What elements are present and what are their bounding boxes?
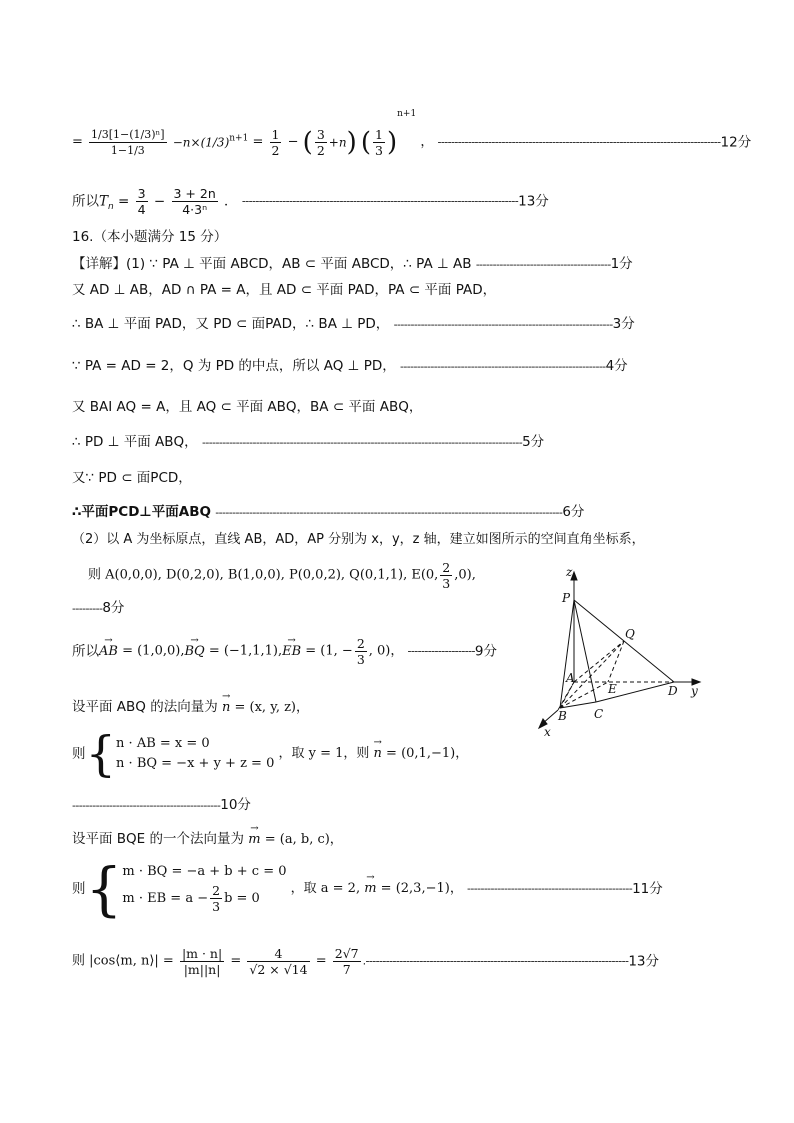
- fraction-four: [247, 946, 309, 977]
- score-label: 9分: [474, 643, 497, 660]
- fraction-numerator: 3: [316, 127, 325, 142]
- label-D: D: [668, 684, 678, 698]
- left-brace: {: [85, 855, 123, 923]
- score-label: 13分: [518, 193, 549, 210]
- solution-line-5: 又 BAI AQ = A，且 AQ ⊂ 平面 ABQ，BA ⊂ 平面 ABQ，: [72, 399, 423, 415]
- fraction-numerator: 2: [212, 883, 221, 898]
- label-B: B: [558, 709, 567, 723]
- row2-right: b = 0: [224, 891, 260, 906]
- paren-close: ): [346, 127, 357, 158]
- fraction-denominator: 7: [342, 962, 351, 977]
- vector-BQ: → BQ: [184, 642, 204, 662]
- label-Q: Q: [625, 627, 635, 641]
- score-dashes: -------------------------------------------------: [466, 882, 633, 895]
- comma: ，: [420, 134, 434, 150]
- equation-line-1: [72, 104, 751, 178]
- vector-m: → m: [248, 830, 260, 850]
- vector-m: → m: [364, 879, 376, 899]
- score-label: 1分: [610, 256, 633, 272]
- edge-PB: [560, 600, 574, 708]
- fraction-sum: [89, 127, 167, 158]
- score-label: 4分: [605, 358, 628, 374]
- cos-expression: 则 |cos⟨m, n⟩| =: [72, 953, 178, 969]
- fraction-result: [333, 946, 361, 977]
- score-label: 5分: [522, 434, 545, 450]
- vector-n: → n: [374, 744, 382, 764]
- term-plus-n: +n: [328, 135, 347, 150]
- solution-line-7: 又∵ PD ⊂ 面PCD，: [72, 470, 192, 486]
- fraction-numerator: 3 + 2n: [173, 186, 216, 201]
- fraction-denominator: 3: [375, 143, 383, 158]
- statement: 设平面 BQE 的一个法向量为: [72, 831, 249, 847]
- equals-sign: =: [72, 134, 83, 150]
- fraction-denominator: 3: [356, 652, 365, 667]
- coordinates-tail: ,0),: [454, 567, 476, 583]
- coordinates-line: [88, 560, 476, 594]
- score-label: 8分: [102, 600, 125, 616]
- minus-sign: −: [287, 134, 299, 150]
- vector-n-value: = (x, y, z)，: [230, 700, 310, 715]
- score-dashes: ---------: [72, 602, 103, 615]
- fraction-numerator: 2: [442, 560, 451, 575]
- fraction-denominator: 2: [316, 143, 325, 158]
- score-dashes: -------------------------------------------------------------------------------------------------------: [215, 506, 563, 519]
- normal-vector-bqe-line: [72, 829, 343, 850]
- problem-heading: 16.（本小题满分 15 分）: [72, 229, 228, 245]
- score-label: 3分: [612, 316, 635, 332]
- tn-result-line: [72, 186, 549, 220]
- term-n: −n×(1/3): [172, 135, 230, 150]
- score-dashes: --------------------------------------------: [72, 799, 221, 812]
- fraction-numerator: 2: [356, 636, 365, 651]
- fraction-denominator: 3: [442, 576, 451, 591]
- solution-line-6: [72, 432, 544, 453]
- paren-close: ): [386, 127, 398, 158]
- minus-sign: −: [153, 193, 166, 210]
- label-A: A: [566, 671, 575, 685]
- vector-n-value: = (0,1,−1)，: [381, 746, 469, 761]
- score-label: 13分: [628, 953, 660, 970]
- score-line-8: [72, 598, 124, 619]
- label-y: y: [691, 684, 698, 698]
- fraction-denominator: |m||n|: [183, 962, 221, 977]
- score-dashes: ------------------------------------------------------------------------------------: [437, 135, 721, 149]
- fraction-denominator: 4·3ⁿ: [182, 202, 208, 217]
- solution-line-1: [72, 254, 633, 275]
- vector-EB-value: = (1, −: [301, 643, 353, 659]
- score-dashes: -----------------------------------------------------------------: [393, 318, 613, 331]
- label-C: C: [594, 707, 604, 721]
- normal-vector-abq-line: [72, 697, 309, 718]
- coordinates-text: 则 A(0,0,0), D(0,2,0), B(1,0,0), P(0,0,2), Q(0,1,1), E(0,: [88, 567, 439, 583]
- fraction-denominator: 1−1/3: [110, 144, 145, 157]
- paren-open: (: [302, 127, 313, 158]
- fraction-two-thirds: [210, 883, 222, 914]
- solution-line-8: [72, 502, 584, 523]
- label-E: E: [608, 682, 617, 696]
- score-dashes: ----------------------------------------------------------------------------------: [241, 194, 519, 208]
- fraction-numerator: 3: [137, 186, 146, 201]
- system-row-1: m · BQ = −a + b + c = 0: [122, 864, 287, 879]
- fraction-numerator: 1/3[1−(1/3)ⁿ]: [91, 128, 165, 141]
- text-ze: 则: [72, 881, 86, 897]
- score-label: 10分: [220, 797, 251, 813]
- part2-intro: （2）以 A 为坐标原点，直线 AB，AD，AP 分别为 x，y，z 轴，建立如图所示的空间直角坐标系，: [72, 532, 645, 547]
- label-xiangjie: 【详解】: [72, 256, 126, 272]
- statement: (1) ∵ PA ⊥ 平面 ABCD，AB ⊂ 平面 ABCD，∴ PA ⊥ AB: [126, 256, 472, 272]
- fraction-numerator: 1: [375, 127, 383, 142]
- subscript-n: n: [108, 202, 114, 213]
- choose-y: ，取 y = 1，则: [278, 746, 374, 761]
- cosine-line: [72, 946, 659, 1006]
- var-T: T: [99, 193, 109, 210]
- vector-AB: → AB: [99, 642, 118, 662]
- fraction-half: [270, 127, 282, 158]
- text-suoyi: 所以: [72, 193, 99, 210]
- fraction-numerator: 4: [247, 946, 309, 962]
- equation-system: [122, 862, 286, 916]
- label-x: x: [544, 725, 551, 739]
- score-dashes: -----------------------------------------------------------------------------------------------: [201, 436, 523, 449]
- fraction-numerator: 2√7: [334, 946, 359, 961]
- fraction-tn: [172, 186, 218, 217]
- label-P: P: [562, 591, 571, 605]
- left-brace: {: [85, 726, 117, 782]
- fraction-three-quarters: [136, 186, 148, 217]
- score-label: 6分: [562, 504, 585, 520]
- system-row-1: n · AB = x = 0: [116, 736, 210, 751]
- score-dashes: ----------------------------------------: [475, 258, 611, 271]
- vector-line: [72, 636, 497, 672]
- period: ．: [224, 193, 238, 210]
- pyramid-figure: [528, 562, 718, 742]
- fraction-numerator: |m · n|: [181, 946, 223, 961]
- system-row-2: [122, 882, 286, 916]
- choose-a: ，取 a = 2,: [290, 881, 365, 896]
- fraction-denominator: 4: [137, 202, 146, 217]
- statement: ∵ PA = AD = 2，Q 为 PD 的中点，所以 AQ ⊥ PD，: [72, 358, 396, 374]
- equals-sign: =: [252, 134, 264, 150]
- score-label: 11分: [632, 881, 663, 897]
- solution-line-4: [72, 356, 628, 377]
- text-ze: 则: [72, 746, 86, 762]
- paren-open: (: [360, 127, 372, 158]
- vector-m-value: = (a, b, c)，: [260, 832, 343, 847]
- fraction-numerator: 1: [271, 127, 280, 142]
- label-z: z: [566, 565, 573, 579]
- vector-AB-value: = (1,0,0),: [117, 643, 185, 659]
- equation-system: [116, 734, 274, 774]
- text-suoyi: 所以: [72, 643, 99, 660]
- fraction-two-thirds: [440, 560, 452, 591]
- vector-m-value: = (2,3,−1)，: [376, 881, 463, 896]
- statement: ∴ PD ⊥ 平面 ABQ，: [72, 434, 198, 450]
- fraction-denominator: √2 × √14: [249, 962, 308, 977]
- score-dashes: -------------------------------------------------------------: [400, 360, 606, 373]
- exponent: n+1: [229, 133, 249, 144]
- vector-EB-tail: , 0)，: [368, 643, 404, 659]
- segment-QE: [608, 641, 624, 682]
- system-bqe-line: [72, 855, 663, 932]
- fraction-denominator: 2: [271, 143, 280, 158]
- score-dashes: --------------------: [407, 644, 475, 658]
- fraction-three-halves: [315, 127, 327, 158]
- vector-EB: → EB: [282, 642, 301, 662]
- score-label: 12分: [720, 134, 752, 151]
- fraction-dot-product: [180, 946, 224, 977]
- equals-sign: =: [226, 953, 246, 969]
- vector-n: → n: [222, 698, 230, 718]
- system-abq-line: [72, 726, 469, 786]
- solution-line-2: 又 AD ⊥ AB，AD ∩ PA = A，且 AD ⊂ 平面 PAD，PA ⊂ 平面 PAD，: [72, 282, 497, 298]
- statement: ∴ BA ⊥ 平面 PAD，又 PD ⊂ 面PAD，∴ BA ⊥ PD，: [72, 316, 390, 332]
- row2-left: m · EB = a −: [122, 891, 209, 906]
- statement: ∴平面PCD⊥平面ABQ: [72, 504, 211, 520]
- fraction-third: [373, 127, 385, 158]
- fraction-two-thirds: [355, 636, 367, 667]
- solution-line-3: [72, 314, 635, 335]
- system-row-2: n · BQ = −x + y + z = 0: [116, 756, 275, 771]
- score-dashes: .------------------------------------------------------------------------------: [362, 954, 629, 968]
- equals-sign: =: [311, 953, 331, 969]
- equals-sign: =: [118, 193, 130, 210]
- score-line-10: [72, 795, 251, 816]
- fraction-denominator: 3: [212, 899, 221, 914]
- vector-BQ-value: = (−1,1,1),: [204, 643, 283, 659]
- statement: 设平面 ABQ 的法向量为: [72, 699, 222, 715]
- exponent: n+1: [397, 109, 417, 119]
